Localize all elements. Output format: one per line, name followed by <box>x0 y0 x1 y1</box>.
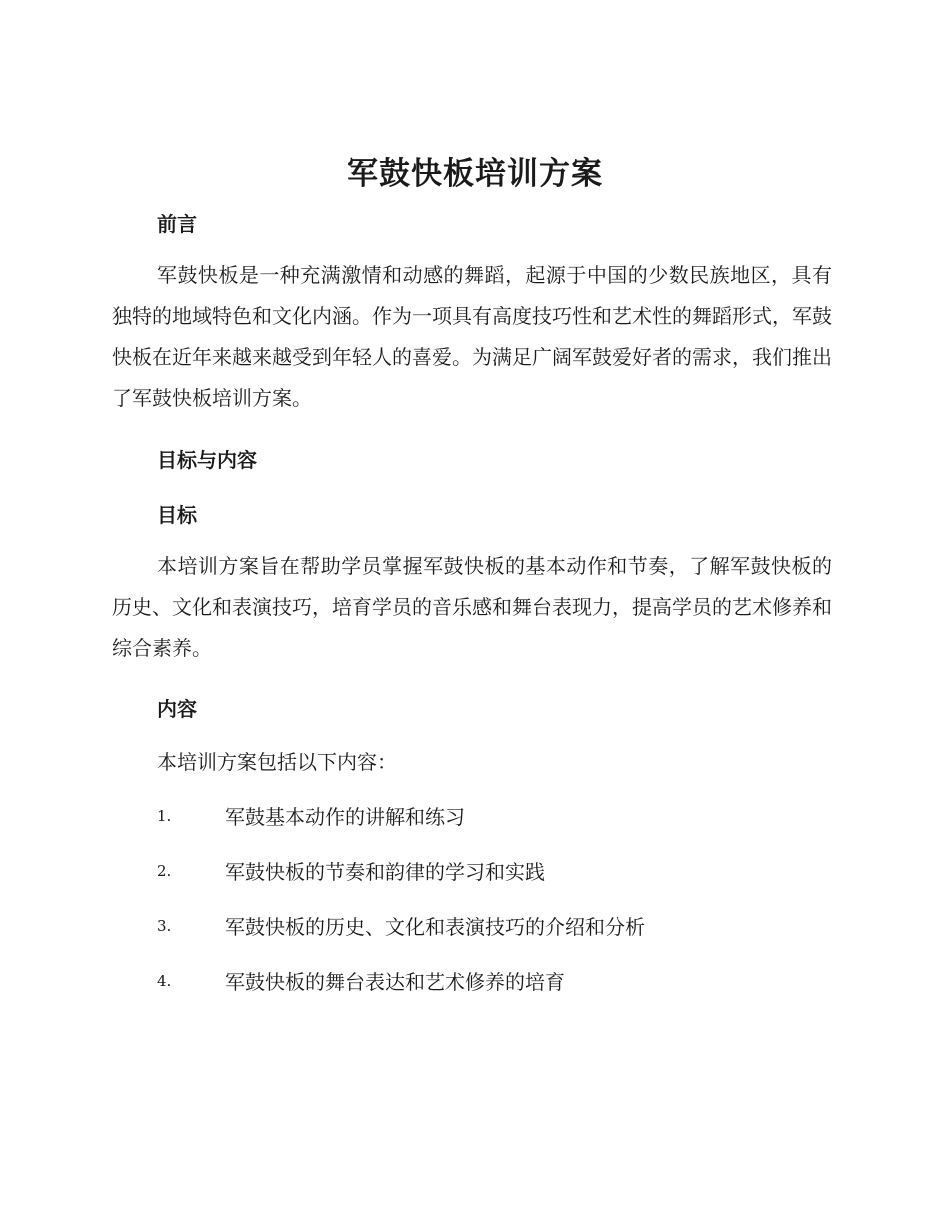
list-item-text: 军鼓快板的舞台表达和艺术修养的培育 <box>225 970 565 994</box>
list-item <box>157 911 837 940</box>
list-item <box>157 856 837 885</box>
list-item-number: 3. <box>157 916 172 935</box>
list-item-text: 军鼓基本动作的讲解和练习 <box>225 805 465 829</box>
content-intro: 本培训方案包括以下内容： <box>157 750 397 774</box>
list-item-text: 军鼓快板的节奏和韵律的学习和实践 <box>225 860 545 884</box>
preface-paragraph: 军鼓快板是一种充满激情和动感的舞蹈，起源于中国的少数民族地区，具有独特的地域特色和文化内涵。作为一项具有高度技巧性和艺术性的舞蹈形式，军鼓快板在近年来越来越受到年轻人的喜爱。为满足广阔军鼓爱好者的需求，我们推出了军鼓快板培训方案。 <box>112 263 832 410</box>
content-heading: 内容 <box>157 697 197 721</box>
list-item-number: 4. <box>157 971 172 990</box>
goals-content-heading: 目标与内容 <box>157 448 257 472</box>
list-item <box>157 801 837 830</box>
list-item <box>157 966 837 995</box>
document-title: 军鼓快板培训方案 <box>347 156 603 192</box>
goal-paragraph: 本培训方案旨在帮助学员掌握军鼓快板的基本动作和节奏，了解军鼓快板的历史、文化和表演技巧，培育学员的音乐感和舞台表现力，提高学员的艺术修养和综合素养。 <box>112 554 832 660</box>
list-item-number: 2. <box>157 861 172 880</box>
preface-heading: 前言 <box>157 212 197 236</box>
goal-heading: 目标 <box>157 503 197 527</box>
list-item-text: 军鼓快板的历史、文化和表演技巧的介绍和分析 <box>225 915 645 939</box>
list-item-number: 1. <box>157 806 172 825</box>
